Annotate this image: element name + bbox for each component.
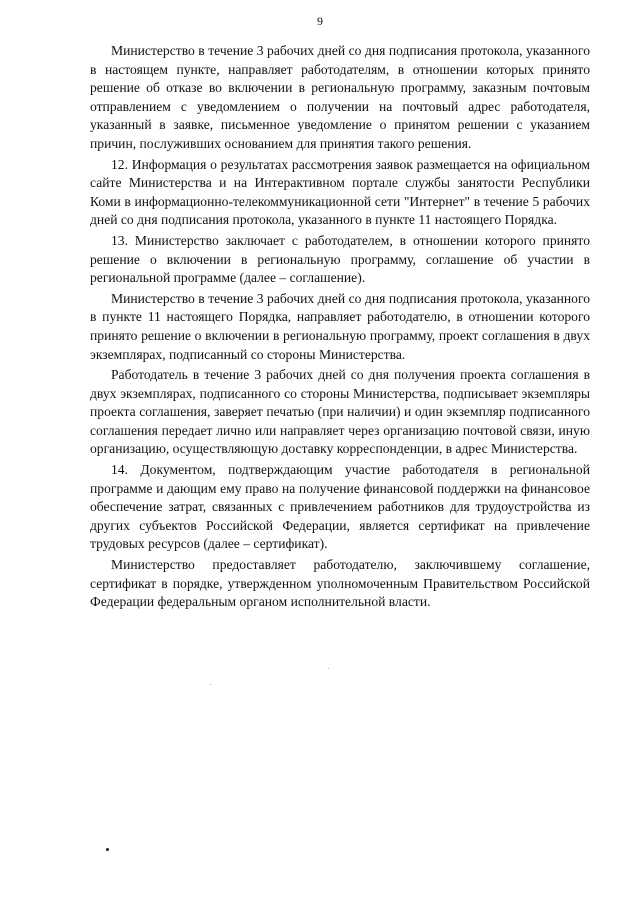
- scan-speck-mark: [106, 848, 109, 851]
- scan-speck-mark: [210, 684, 211, 685]
- scan-speck-mark: [328, 668, 329, 669]
- paragraph-ministry-refusal-notice: Министерство в течение 3 рабочих дней со дня подписания протокола, указанного в настоящем пункте, направляет работодателям, в отношении которых принято решение об отказе во включении в региональную программу, заказным почтовым отправлением с уведомлением о получении на почтовый адрес работодателя, указанный в заявке, письменное уведомление о принятом решении с указанием причин, послуживших основанием для принятия такого решения.: [90, 43, 590, 151]
- paragraph-certificate-issuance: Министерство предоставляет работодателю, заключившему соглашение, сертификат в порядке, утвержденном уполномоченным Правительством Российской Федерации федеральным органом исполнительной власти.: [90, 557, 590, 610]
- paragraph-agreement-draft-sending: Министерство в течение 3 рабочих дней со дня подписания протокола, указанного в пункте 11 настоящего Порядка, направляет работодателю, в отношении которого принято решение о включении в региональную программу, проект соглашения в двух экземплярах, подписанный со стороны Министерства.: [90, 290, 590, 362]
- paragraph-13-agreement: 13. Министерство заключает с работодателем, в отношении которого принято решение о включении в региональную программу, соглашение об участии в региональной программе (далее – соглашение).: [90, 232, 590, 286]
- paragraph-14-certificate: 14. Документом, подтверждающим участие работодателя в региональной программе и дающим ему право на получение финансовой поддержки на финансовое обеспечение затрат, связанных с привлечением работников для трудоустройства из других субъектов Российской Федерации, является сертификат на привлечение трудовых ресурсов (далее – сертификат).: [90, 462, 590, 552]
- paragraph-12-results-publication: 12. Информация о результатах рассмотрения заявок размещается на официальном сайте Министерства и на Интерактивном портале службы занятости Республики Коми в информационно-телекоммуникационной сети "Интернет" в течение 5 рабочих дней со дня подписания протокола, указанного в пункте 11 настоящего Порядка.: [90, 156, 590, 228]
- document-body: [90, 42, 590, 612]
- page-number: 9: [317, 14, 323, 28]
- paragraph-employer-signing: Работодатель в течение 3 рабочих дней со дня получения проекта соглашения в двух экземплярах, подписанного со стороны Министерства, подписывает экземпляры проекта соглашения, заверяет печатью (при наличии) и один экземпляр подписанного соглашения передает лично или направляет через организацию почтовой связи, иную организацию, осуществляющую доставку корреспонденции, в адрес Министерства.: [90, 367, 590, 457]
